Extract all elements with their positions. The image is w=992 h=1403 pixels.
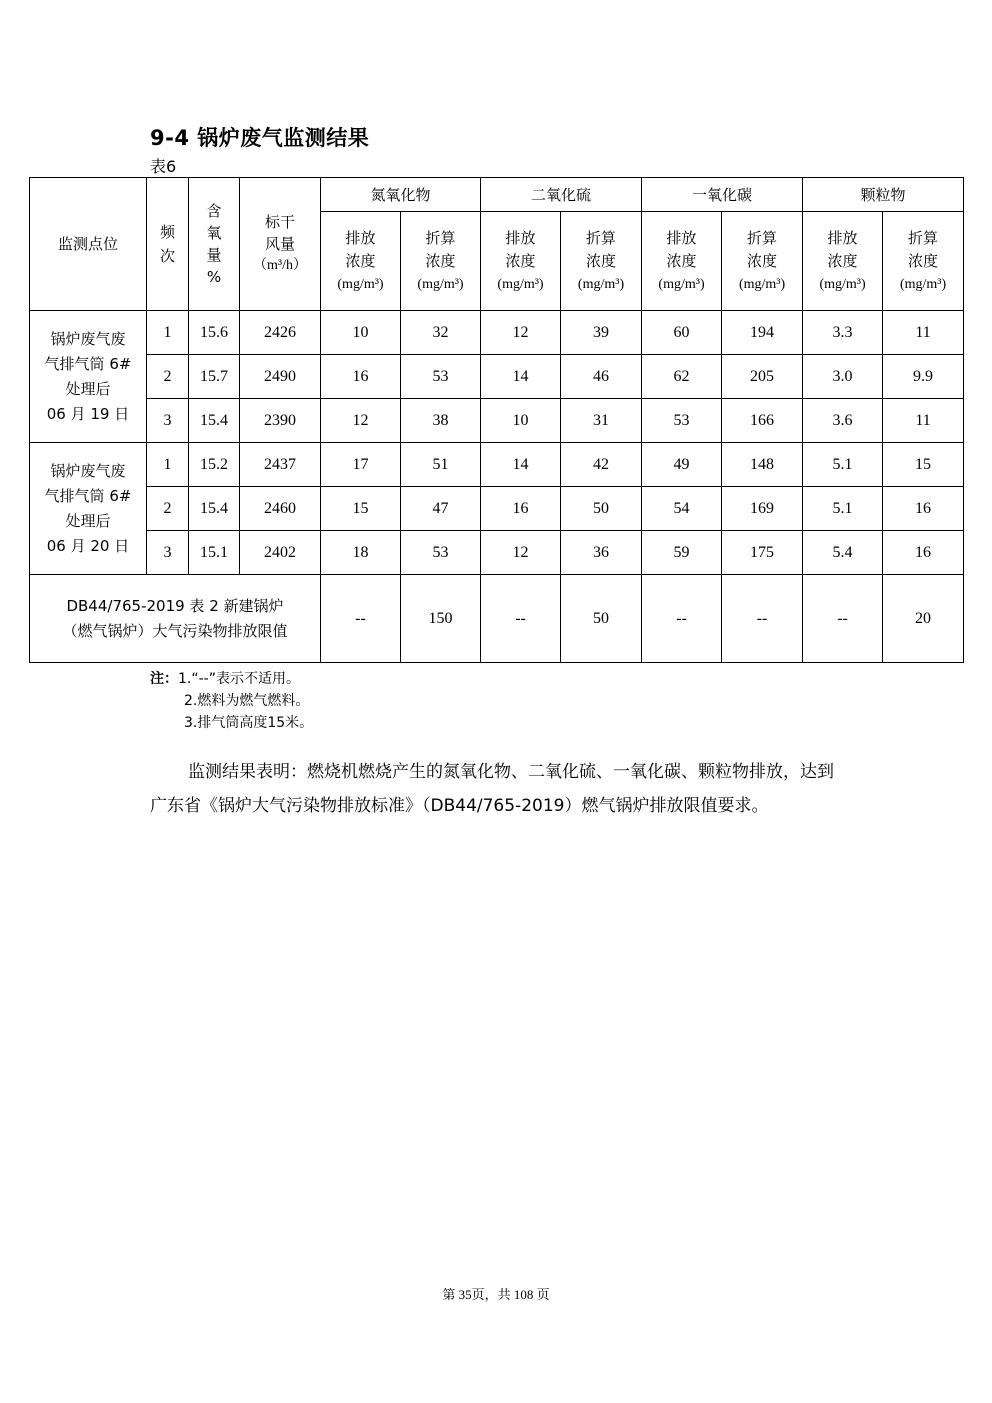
co-c-cell: 169: [722, 487, 803, 531]
table-row: [30, 487, 964, 531]
limit-label: [30, 575, 321, 663]
nox-c-cell: 32: [401, 311, 481, 355]
subheader-line: 浓度: [827, 251, 858, 270]
subheader-unit: (mg/m³): [337, 276, 384, 292]
section-heading: 9-4 锅炉废气监测结果: [150, 126, 370, 150]
subheader-line: 浓度: [345, 251, 376, 270]
subheader-emission: [642, 212, 722, 311]
oxygen-cell: 15.6: [189, 311, 240, 355]
header-oxygen-line: 氧: [206, 224, 222, 242]
nox-e-cell: 10: [321, 311, 401, 355]
subheader-converted: [561, 212, 642, 311]
location-line: 锅炉废气废: [50, 329, 126, 348]
table-notes: [150, 668, 313, 734]
subheader-line: 排放: [505, 228, 536, 247]
frequency-cell: 3: [147, 399, 189, 443]
location-line: 锅炉废气废: [50, 461, 126, 480]
co-e-cell: 54: [642, 487, 722, 531]
table-label: 表6: [150, 157, 177, 176]
table-row: [30, 531, 964, 575]
header-pm: 颗粒物: [803, 178, 964, 212]
monitoring-results-table: [29, 177, 964, 663]
oxygen-cell: 15.4: [189, 399, 240, 443]
page-footer: 第 35页，共 108 页: [442, 1287, 550, 1302]
location-line: 气排气筒 6#: [44, 354, 132, 373]
header-frequency-char: 频次: [159, 223, 175, 265]
pm-c-cell: 16: [883, 531, 964, 575]
pm-e-cell: 5.1: [803, 443, 883, 487]
frequency-cell: 1: [147, 311, 189, 355]
note-item: 2.燃料为燃气燃料。: [184, 693, 310, 709]
so2-c-cell: 31: [561, 399, 642, 443]
subheader-line: 浓度: [908, 251, 939, 270]
so2-c-cell: 42: [561, 443, 642, 487]
co-e-cell: 49: [642, 443, 722, 487]
nox-c-cell: 53: [401, 531, 481, 575]
frequency-cell: 2: [147, 355, 189, 399]
location-line: 气排气筒 6#: [44, 486, 132, 505]
subheader-line: 浓度: [747, 251, 778, 270]
limit-value: --: [321, 575, 401, 663]
co-c-cell: 166: [722, 399, 803, 443]
pm-c-cell: 11: [883, 311, 964, 355]
so2-e-cell: 16: [481, 487, 561, 531]
header-airflow-unit: （m³/h）: [253, 258, 307, 273]
note-line: [150, 668, 313, 690]
location-cell: [30, 311, 147, 443]
subheader-unit: (mg/m³): [658, 276, 705, 292]
pm-e-cell: 3.0: [803, 355, 883, 399]
pm-c-cell: 9.9: [883, 355, 964, 399]
subheader-emission: [803, 212, 883, 311]
co-e-cell: 62: [642, 355, 722, 399]
subheader-line: 排放: [345, 228, 376, 247]
header-airflow-line: 风量: [264, 235, 295, 253]
table-body: [30, 311, 964, 575]
subheader-line: 折算: [747, 228, 778, 247]
limit-value: --: [722, 575, 803, 663]
note-item: 3.排气筒高度15米。: [184, 715, 314, 731]
header-location: 监测点位: [30, 178, 147, 311]
header-co: 一氧化碳: [642, 178, 803, 212]
subheader-emission: [481, 212, 561, 311]
oxygen-cell: 15.4: [189, 487, 240, 531]
subheader-line: 浓度: [666, 251, 697, 270]
pm-c-cell: 16: [883, 487, 964, 531]
nox-e-cell: 12: [321, 399, 401, 443]
nox-c-cell: 47: [401, 487, 481, 531]
oxygen-cell: 15.1: [189, 531, 240, 575]
subheader-line: 排放: [666, 228, 697, 247]
subheader-line: 浓度: [505, 251, 536, 270]
location-line: 处理后: [65, 511, 111, 530]
so2-e-cell: 12: [481, 531, 561, 575]
table-row: [30, 311, 964, 355]
nox-e-cell: 17: [321, 443, 401, 487]
so2-e-cell: 14: [481, 443, 561, 487]
so2-e-cell: 14: [481, 355, 561, 399]
header-so2: 二氧化硫: [481, 178, 642, 212]
co-c-cell: 194: [722, 311, 803, 355]
so2-c-cell: 46: [561, 355, 642, 399]
subheader-unit: (mg/m³): [577, 276, 625, 292]
subheader-line: 折算: [908, 228, 939, 247]
pm-e-cell: 5.1: [803, 487, 883, 531]
co-c-cell: 148: [722, 443, 803, 487]
subheader-converted: [883, 212, 964, 311]
location-line: 06 月 19 日: [46, 404, 130, 423]
oxygen-cell: 15.2: [189, 443, 240, 487]
subheader-line: 浓度: [586, 251, 617, 270]
pm-c-cell: 11: [883, 399, 964, 443]
airflow-cell: 2490: [240, 355, 321, 399]
airflow-cell: 2390: [240, 399, 321, 443]
location-line: 06 月 20 日: [46, 536, 130, 555]
nox-c-cell: 38: [401, 399, 481, 443]
co-e-cell: 59: [642, 531, 722, 575]
limit-value: --: [642, 575, 722, 663]
pm-e-cell: 3.6: [803, 399, 883, 443]
co-e-cell: 53: [642, 399, 722, 443]
nox-e-cell: 18: [321, 531, 401, 575]
limit-value: --: [481, 575, 561, 663]
frequency-cell: 2: [147, 487, 189, 531]
nox-e-cell: 15: [321, 487, 401, 531]
table-row: [30, 399, 964, 443]
subheader-line: 折算: [425, 228, 456, 247]
so2-e-cell: 10: [481, 399, 561, 443]
nox-e-cell: 16: [321, 355, 401, 399]
subheader-line: 排放: [827, 228, 858, 247]
co-c-cell: 205: [722, 355, 803, 399]
header-frequency: [147, 178, 189, 311]
limit-value: 20: [883, 575, 964, 663]
co-e-cell: 60: [642, 311, 722, 355]
airflow-cell: 2460: [240, 487, 321, 531]
subheader-unit: (mg/m³): [417, 276, 464, 292]
co-c-cell: 175: [722, 531, 803, 575]
subheader-converted: [401, 212, 481, 311]
airflow-cell: 2402: [240, 531, 321, 575]
header-nox: 氮氧化物: [321, 178, 481, 212]
pm-e-cell: 3.3: [803, 311, 883, 355]
header-oxygen-line: 含: [206, 202, 222, 220]
pm-c-cell: 15: [883, 443, 964, 487]
so2-c-cell: 36: [561, 531, 642, 575]
location-line: 处理后: [65, 379, 111, 398]
header-airflow-line: 标干: [264, 213, 295, 231]
table-row: [30, 443, 964, 487]
note-item: 1.“--”表示不适用。: [178, 671, 300, 687]
limit-value: 150: [401, 575, 481, 663]
note-prefix: 注：: [150, 671, 178, 687]
pm-e-cell: 5.4: [803, 531, 883, 575]
table-row: [30, 355, 964, 399]
conclusion-paragraph: 监测结果表明：燃烧机燃烧产生的氮氧化物、二氧化硫、一氧化碳、颗粒物排放，达到广东省《锅炉大气污染物排放标准》（DB44/765-2019）燃气锅炉排放限值要求。: [150, 762, 834, 816]
subheader-emission: [321, 212, 401, 311]
so2-c-cell: 50: [561, 487, 642, 531]
so2-e-cell: 12: [481, 311, 561, 355]
limit-value: 50: [561, 575, 642, 663]
so2-c-cell: 39: [561, 311, 642, 355]
subheader-line: 折算: [586, 228, 617, 247]
subheader-unit: (mg/m³): [738, 276, 786, 292]
header-airflow: [240, 178, 321, 311]
limit-label-line: （燃气锅炉）大气污染物排放限值: [62, 621, 288, 640]
airflow-cell: 2426: [240, 311, 321, 355]
limit-value: --: [803, 575, 883, 663]
frequency-cell: 3: [147, 531, 189, 575]
oxygen-cell: 15.7: [189, 355, 240, 399]
header-oxygen-line: %: [206, 268, 222, 286]
nox-c-cell: 53: [401, 355, 481, 399]
airflow-cell: 2437: [240, 443, 321, 487]
subheader-unit: (mg/m³): [497, 276, 544, 292]
frequency-cell: 1: [147, 443, 189, 487]
location-cell: [30, 443, 147, 575]
subheader-unit: (mg/m³): [819, 276, 866, 292]
header-oxygen: [189, 178, 240, 311]
subheader-line: 浓度: [425, 251, 456, 270]
header-oxygen-line: 量: [206, 246, 222, 264]
subheader-unit: (mg/m³): [899, 276, 947, 292]
limit-label-line: DB44/765-2019 表 2 新建锅炉: [66, 596, 284, 615]
subheader-converted: [722, 212, 803, 311]
limit-row: [30, 575, 964, 663]
nox-c-cell: 51: [401, 443, 481, 487]
